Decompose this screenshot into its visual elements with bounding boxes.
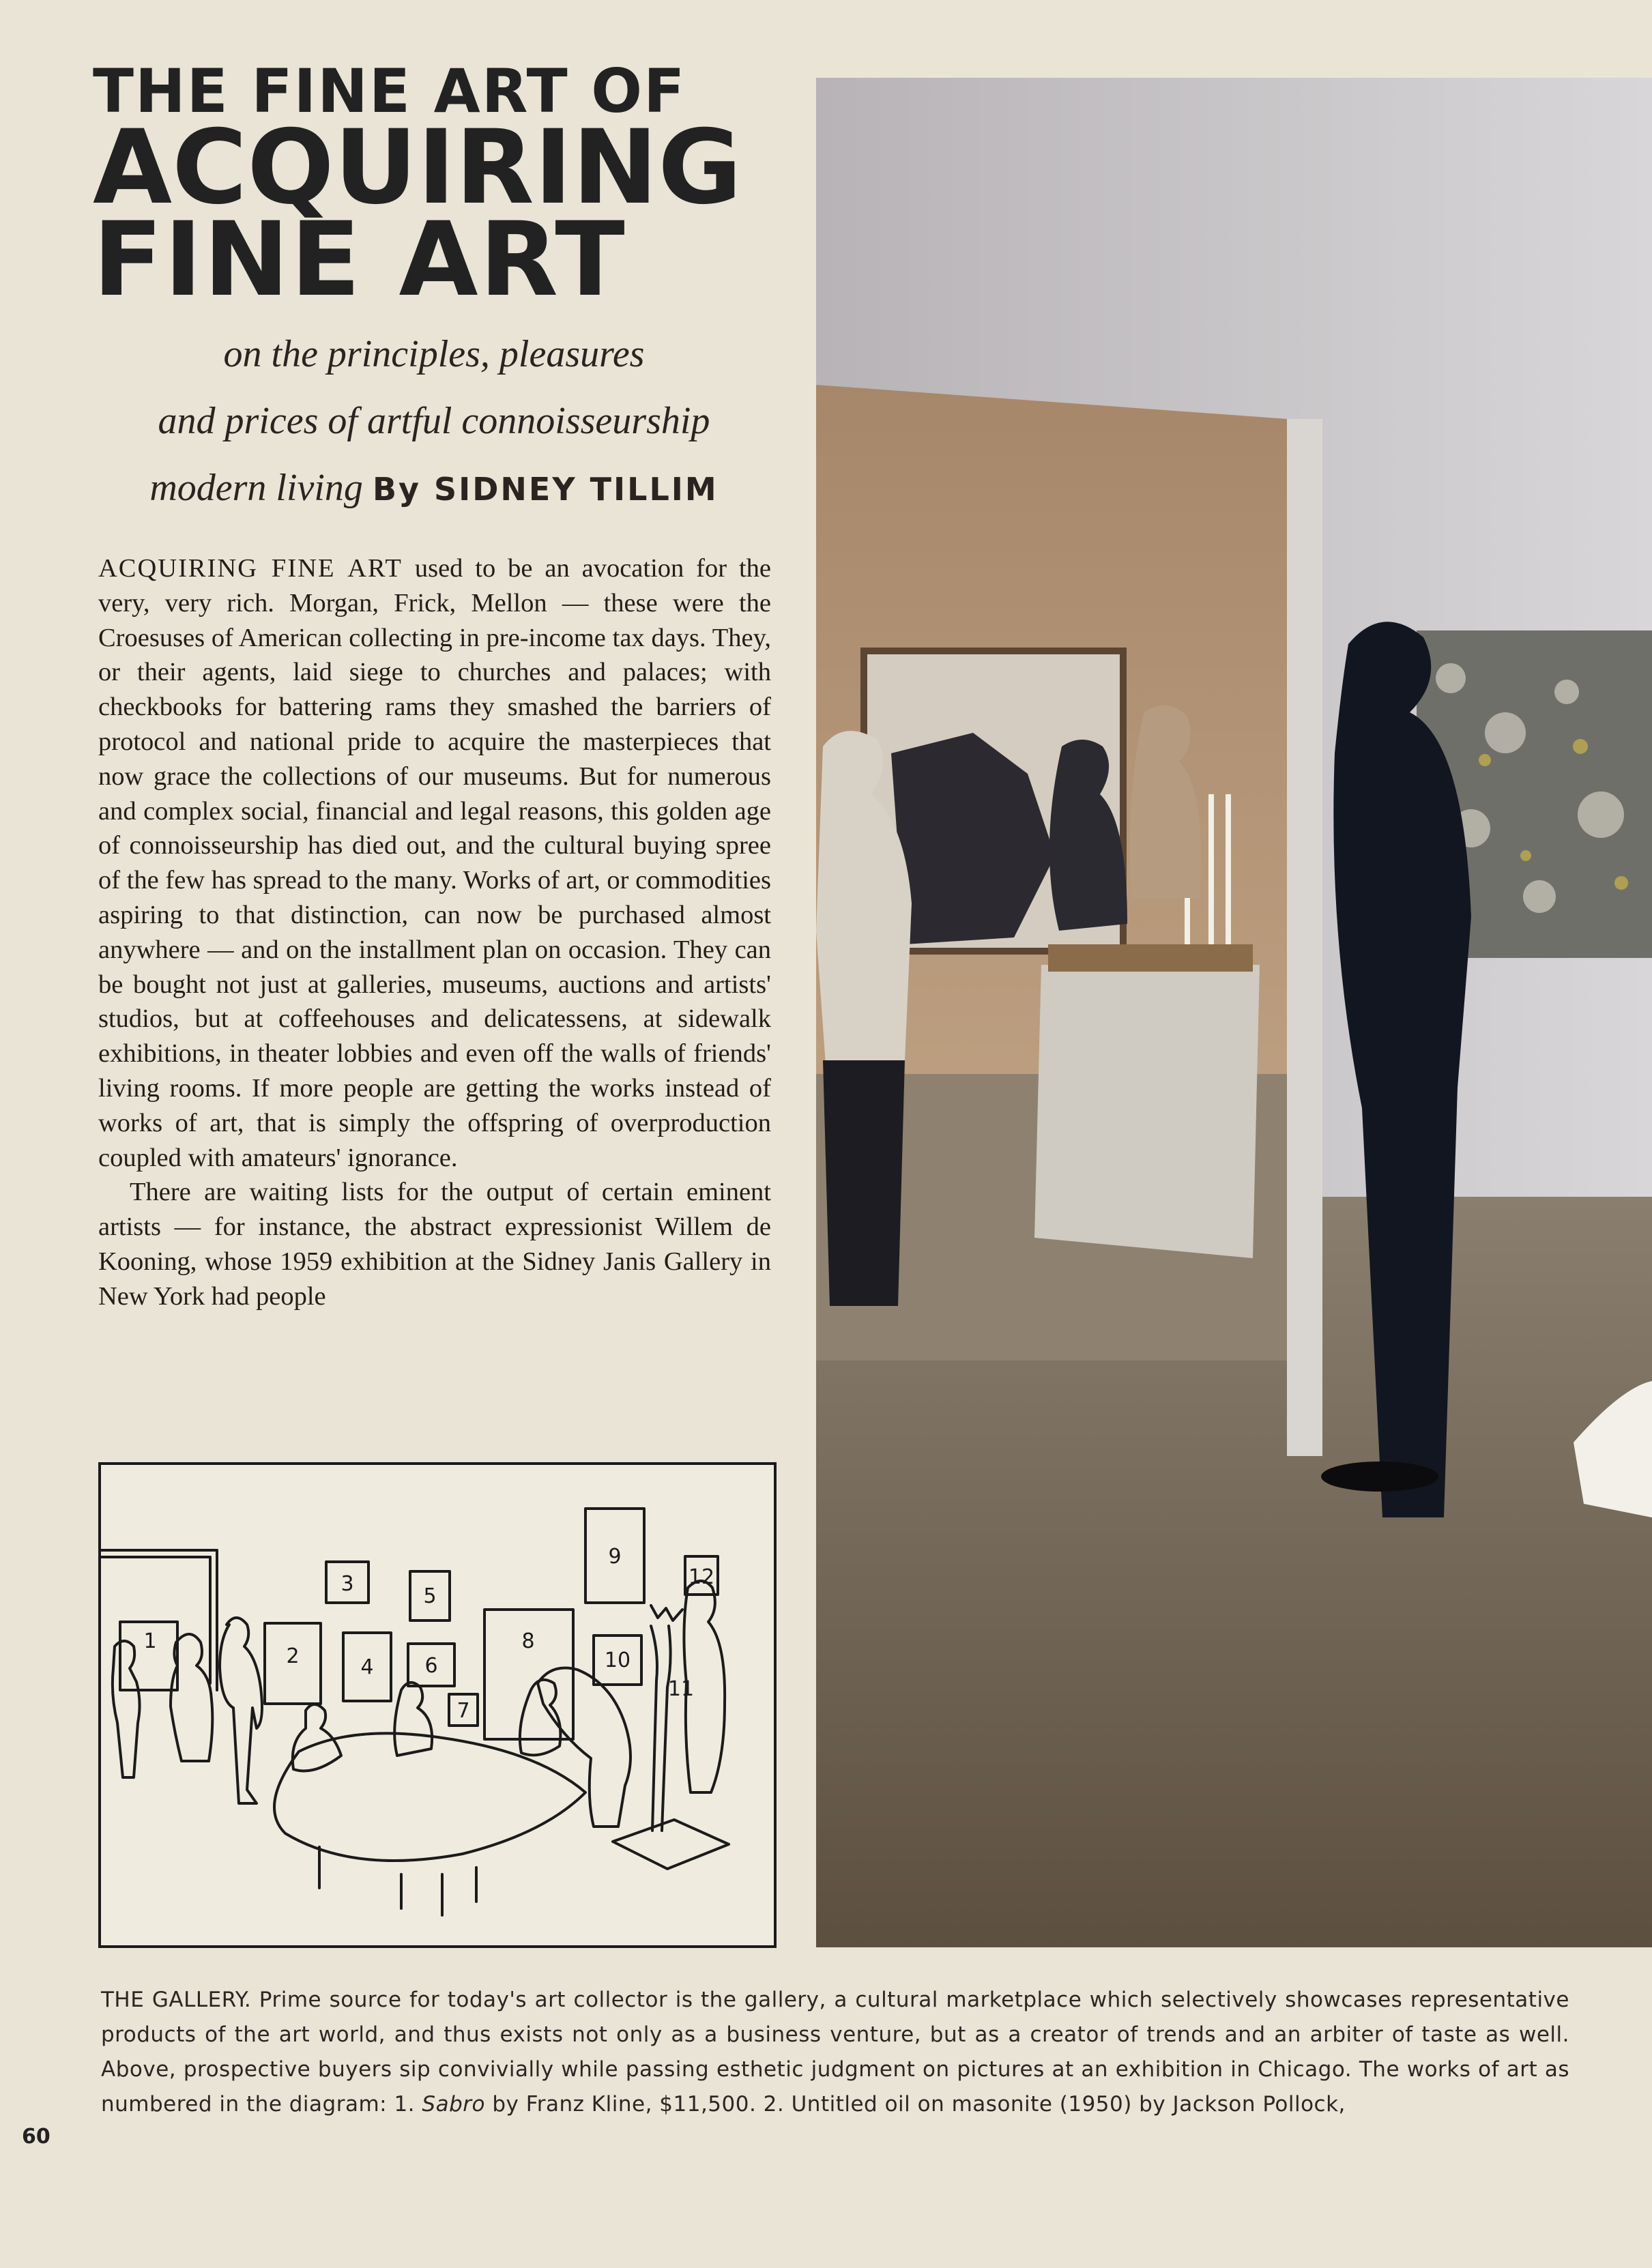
diagram-label-7: 7 bbox=[457, 1699, 470, 1723]
subtitle-line-3 bbox=[93, 454, 775, 523]
artwork-diagram bbox=[98, 1462, 777, 1948]
title-line-1: THE FINE ART OF bbox=[93, 56, 686, 126]
article-body bbox=[98, 551, 771, 1314]
diagram-label-9: 9 bbox=[608, 1545, 622, 1569]
photo-caption bbox=[101, 1983, 1569, 2122]
figure-seated-2 bbox=[394, 1683, 432, 1756]
door-jamb bbox=[1287, 419, 1322, 1456]
figure-left-edge bbox=[113, 1641, 140, 1777]
diagram-drawing bbox=[101, 1465, 774, 1945]
buffet-table bbox=[274, 1733, 585, 1861]
caption-lead: THE GALLERY. bbox=[101, 1988, 252, 2012]
article-subtitle bbox=[93, 321, 775, 523]
title-line-2: ACQUIRING bbox=[93, 108, 742, 227]
page-number: 60 bbox=[22, 2125, 50, 2149]
author-byline: By SIDNEY TILLIM bbox=[372, 471, 719, 508]
caption-work-title: Sabro bbox=[422, 2092, 485, 2117]
diagram-label-1: 1 bbox=[143, 1629, 157, 1653]
subtitle-line-3-prefix: modern living bbox=[149, 467, 363, 509]
diagram-label-12: 12 bbox=[688, 1565, 715, 1589]
figure-bending bbox=[538, 1668, 631, 1827]
guest-woman bbox=[1129, 705, 1201, 898]
title-line-3: FINE ART bbox=[93, 200, 626, 319]
caption-text-b: by Franz Kline, $11,500. 2. Untitled oil on masonite (1950) by Jackson Pollock, bbox=[484, 2092, 1346, 2117]
diagram-label-4: 4 bbox=[360, 1655, 374, 1679]
buffet-table-photo bbox=[1034, 965, 1260, 1258]
article-title bbox=[93, 56, 782, 319]
gallery-photograph bbox=[816, 78, 1652, 1947]
lead-in: ACQUIRING FINE ART bbox=[98, 554, 403, 583]
body-paragraph-2: There are waiting lists for the output of certain eminent artists — for instance, the abstract expressionist Willem de Kooning, whose 1959 exhibition at the Sidney Janis Gallery in New York had people bbox=[98, 1178, 771, 1311]
body-paragraph-1 bbox=[98, 551, 771, 1175]
subtitle-line-2: and prices of artful connoisseurship bbox=[158, 400, 710, 442]
diagram-label-5: 5 bbox=[423, 1584, 437, 1608]
sculpture-11 bbox=[651, 1605, 682, 1831]
diagram-label-2: 2 bbox=[286, 1644, 300, 1668]
sculpture-base bbox=[613, 1820, 729, 1869]
diagram-label-10: 10 bbox=[604, 1648, 631, 1672]
caption-text-a: Prime source for today's art collector is the gallery, a cultural marketplace which selectively showcases representative products of the art world, and thus exists not only as a business venture, but as a creator of trends and an arbiter of taste as well. Above, prospective buyers sip convivially while passing esthetic judgment on pictures at an exhibition in Chicago. The works of art as numbered in the diagram: 1. bbox=[101, 1988, 1569, 2117]
diagram-label-3: 3 bbox=[340, 1572, 354, 1596]
table-legs bbox=[319, 1847, 476, 1915]
diagram-label-8: 8 bbox=[521, 1629, 535, 1653]
gallery-photo-illustration bbox=[816, 78, 1652, 1947]
paragraph-1-text: used to be an avocation for the very, very rich. Morgan, Frick, Mellon — these were the Croesuses of American collecting in pre-income tax days. They, or their agents, laid siege to churches and palaces; with checkbooks for battering rams they smashed the barriers of protocol and national pride to acquire the masterpieces that now grace the collections of our museums. But for numerous and complex social, financial and legal reasons, this golden age of connoisseurship has died out, and the cultural buying spree of the few has spread to the many. Works of art, or commodities aspiring to that distinction, can now be purchased almost anywhere — and on the installment plan on occasion. They can be bought not just at galleries, museums, auctions and artists' studios, but at coffeehouses and delicatessens, at sidewalk exhibitions, in theater lobbies and even off the walls of friends' living rooms. If more people are getting the works instead of works of art, that is simply the offspring of overproduction coupled with amateurs' ignorance. bbox=[98, 554, 771, 1172]
diagram-label-6: 6 bbox=[424, 1654, 438, 1678]
figure-man-standing bbox=[220, 1618, 262, 1803]
diagram-label-11: 11 bbox=[667, 1677, 695, 1701]
subtitle-line-1: on the principles, pleasures bbox=[223, 333, 645, 375]
